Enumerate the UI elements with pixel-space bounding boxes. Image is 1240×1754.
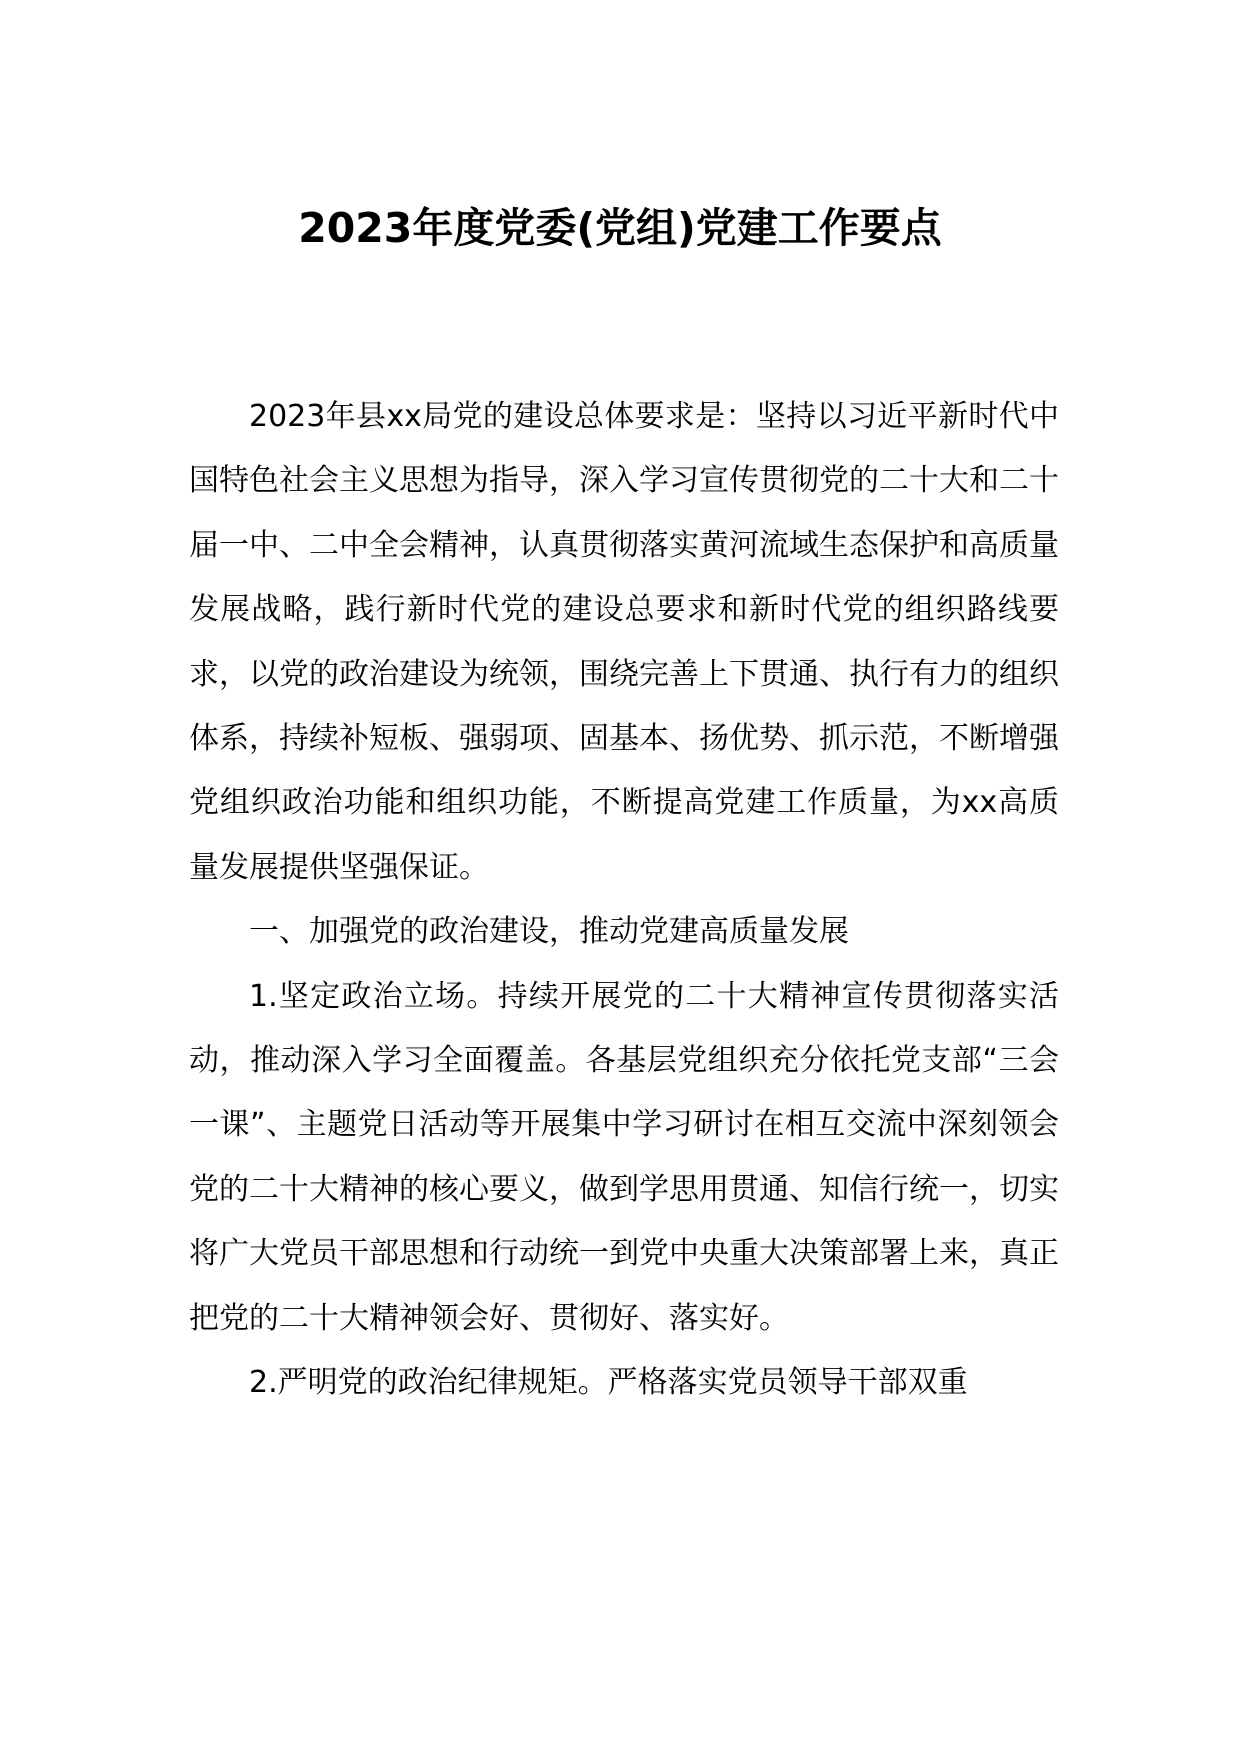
intro-paragraph: 2023年县xx局党的建设总体要求是：坚持以习近平新时代中国特色社会主义思想为指导，深入学习宣传贯彻党的二十大和二十届一中、二中全会精神，认真贯彻落实黄河流域生态保护和高质量发展战略，践行新时代党的建设总要求和新时代党的组织路线要求，以党的政治建设为统领，围绕完善上下贯通、执行有力的组织体系，持续补短板、强弱项、固基本、扬优势、抓示范，不断增强党组织政治功能和组织功能，不断提高党建工作质量，为xx高质量发展提供坚强保证。	[189, 399, 1059, 885]
document-body	[189, 385, 1059, 1416]
item-paragraph-1: 1.坚定政治立场。持续开展党的二十大精神宣传贯彻落实活动，推动深入学习全面覆盖。各基层党组织充分依托党支部“三会一课”、主题党日活动等开展集中学习研讨在相互交流中深刻领会党的二十大精神的核心要义，做到学思用贯通、知信行统一，切实将广大党员干部思想和行动统一到党中央重大决策部署上来，真正把党的二十大精神领会好、贯彻好、落实好。	[189, 978, 1059, 1336]
document-title: 2023年度党委(党组)党建工作要点	[298, 204, 942, 252]
item-paragraph-2: 2.严明党的政治纪律规矩。严格落实党员领导干部双重	[249, 1365, 968, 1401]
section-heading-1: 一、加强党的政治建设，推动党建高质量发展	[249, 914, 849, 950]
